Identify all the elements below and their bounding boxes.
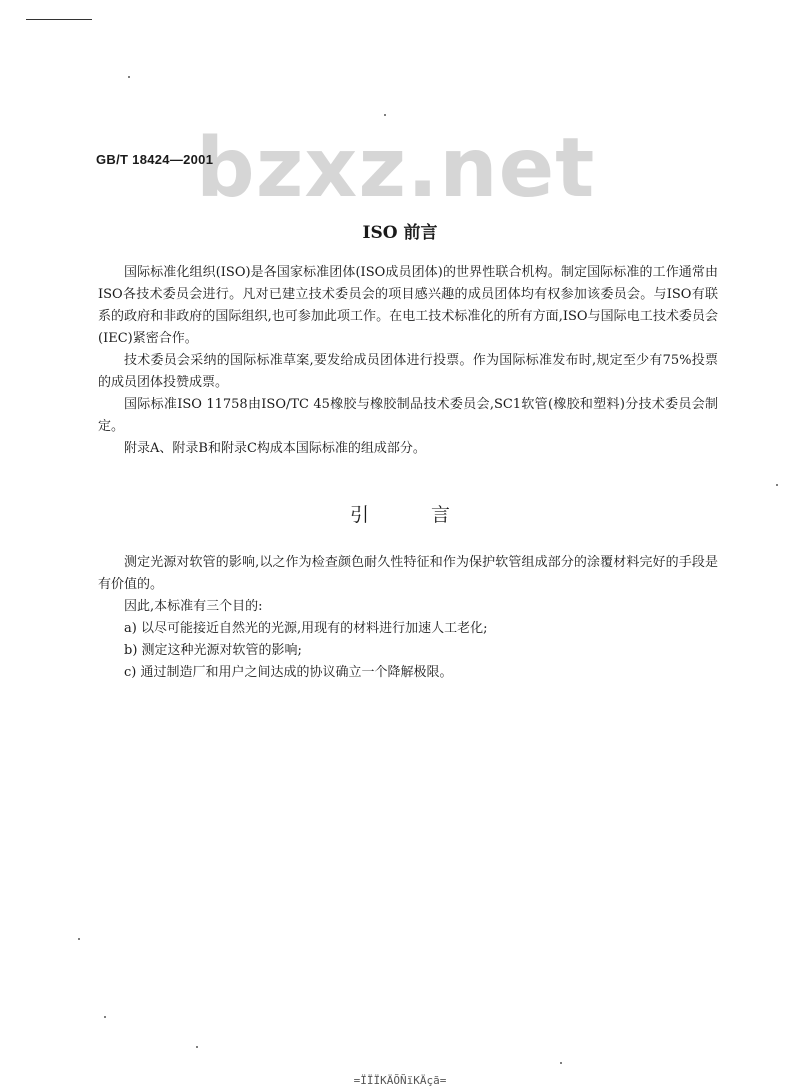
scan-speck [78, 938, 80, 940]
introduction-paragraph-2: 因此,本标准有三个目的: [124, 599, 263, 614]
page-footer: =ÏÏÏKÄÕÑïKÄçã= [353, 1074, 447, 1087]
scan-speck [384, 114, 386, 116]
foreword-paragraph-1: 国际标准化组织(ISO)是各国家标准团体(ISO成员团体)的世界性联合机构。制定国际标准的工作通常由ISO各技术委员会进行。凡对已建立技术委员会的项目感兴趣的成员团体均有权参加该委员会。与ISO有联系的政府和非政府的国际组织,也可参加此项工作。在电工技术标准化的所有方面,ISO与国际电工技术委员会(IEC)紧密合作。 [98, 265, 718, 346]
introduction-title: 引言 [349, 504, 512, 526]
scan-speck [196, 1046, 198, 1048]
foreword-paragraph-4: 附录A、附录B和附录C构成本国际标准的组成部分。 [124, 441, 426, 456]
standard-code: GB/T 18424—2001 [96, 152, 214, 167]
foreword-paragraph-3: 国际标准ISO 11758由ISO/TC 45橡胶与橡胶制品技术委员会,SC1软管(橡胶和塑料)分技术委员会制定。 [98, 397, 718, 434]
foreword-title: ISO 前言 [362, 223, 438, 243]
scan-speck [776, 484, 778, 486]
scan-speck [560, 1062, 562, 1064]
top-rule [26, 19, 92, 20]
scan-speck [128, 76, 130, 78]
watermark: bzxz.net [196, 121, 596, 216]
purpose-item-c: c) 通过制造厂和用户之间达成的协议确立一个降解极限。 [124, 665, 453, 680]
foreword-paragraph-2: 技术委员会采纳的国际标准草案,要发给成员团体进行投票。作为国际标准发布时,规定至少有75%投票的成员团体投赞成票。 [98, 353, 718, 390]
purpose-item-b: b) 测定这种光源对软管的影响; [124, 643, 302, 658]
purpose-item-a: a) 以尽可能接近自然光的光源,用现有的材料进行加速人工老化; [124, 621, 488, 636]
introduction-paragraph-1: 测定光源对软管的影响,以之作为检查颜色耐久性特征和作为保护软管组成部分的涂覆材料完好的手段是有价值的。 [98, 555, 718, 592]
scan-speck [104, 1016, 106, 1018]
